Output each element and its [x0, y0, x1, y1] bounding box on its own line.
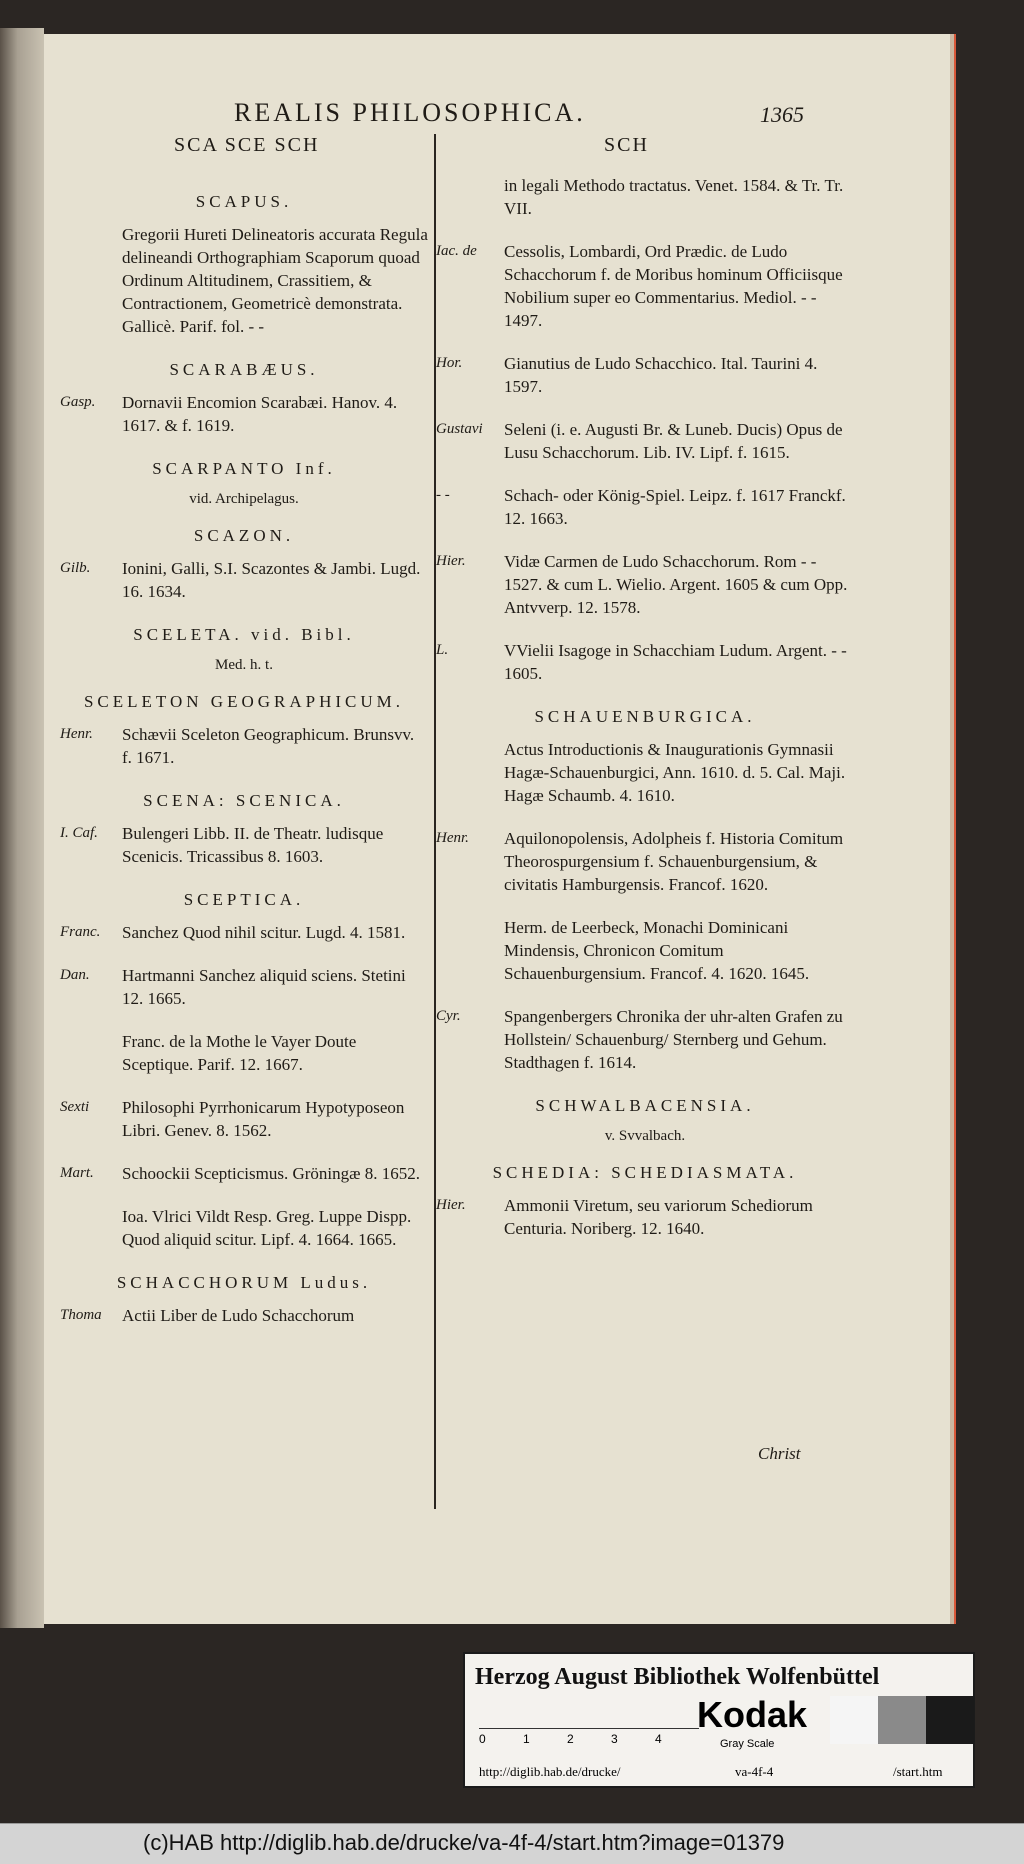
entry-label: Sexti [60, 1099, 90, 1115]
entry-label: Iac. de [436, 243, 477, 259]
footer-bar [0, 1823, 1024, 1864]
page-number: 1365 [760, 102, 804, 127]
running-title: REALIS PHILOSOPHICA. [234, 98, 586, 127]
color-target-card [463, 1652, 975, 1788]
ruler-tick: 4 [655, 1732, 662, 1746]
left-column [60, 174, 428, 1347]
section-heading: SCELETA. vid. Bibl. [133, 625, 355, 644]
catalog-entry [60, 1096, 428, 1142]
entry-label: Franc. [60, 924, 101, 940]
entry-label: Cyr. [436, 1008, 461, 1024]
section-heading: SCENA: SCENICA. [143, 791, 345, 810]
entry-label [436, 916, 504, 985]
entry-text: Actus Introductionis & Inaugurationis Gymnasii Hagæ-Schauenburgici, Ann. 1610. d. 5. Cal. Maji. Hagæ Schaumb. 4. 1610. [504, 740, 846, 805]
adjacent-page-edge [0, 28, 44, 1628]
catalog-entry [436, 1194, 854, 1240]
entry-text: Cessolis, Lombardi, Ord Prædic. de Ludo Schacchorum f. de Moribus hominum Officiisque Nobilium super eo Commentarius. Mediol. - - 1497. [504, 242, 843, 330]
entry-label: Hor. [436, 355, 463, 371]
entry-label [60, 1205, 122, 1251]
ruler-ticks [479, 1732, 699, 1746]
entry-text: in legali Methodo tractatus. Venet. 1584. & Tr. Tr. VII. [504, 176, 844, 218]
left-column-head: SCA SCE SCH [174, 134, 320, 156]
catalog-entry [436, 550, 854, 619]
ruler-tick: 1 [523, 1732, 530, 1746]
catalog-entry [436, 916, 854, 985]
entry-label: Henr. [60, 726, 93, 742]
entry-text: Bulengeri Libb. II. de Theatr. ludisque Scenicis. Tricassibus 8. 1603. [122, 824, 384, 866]
entry-text: Aquilonopolensis, Adolpheis f. Historia Comitum Theorospurgensium f. Schauenburgensium, & civitatis Hamburgensis. Francof. 1620. [504, 829, 844, 894]
entry-text: Gianutius de Ludo Schacchico. Ital. Taurini 4. 1597. [504, 354, 818, 396]
right-column [436, 174, 854, 1260]
entry-label [60, 223, 122, 338]
entry-text: Actii Liber de Ludo Schacchorum [122, 1306, 355, 1325]
catalog-entry [436, 174, 854, 220]
gray-scale-label: Gray Scale [720, 1738, 775, 1750]
section-subheading: vid. Archipelagus. [189, 491, 299, 507]
entry-label: Gilb. [60, 560, 91, 576]
catalog-entry [436, 827, 854, 896]
section-heading: SCAZON. [193, 526, 295, 545]
entry-text: Schoockii Scepticismus. Gröningæ 8. 1652. [122, 1164, 420, 1183]
entry-label: - - [436, 487, 450, 503]
gray-patch [926, 1696, 974, 1744]
entry-label [60, 1030, 122, 1076]
catalog-entry [60, 1304, 428, 1327]
entry-text: VVielii Isagoge in Schacchiam Ludum. Argent. - - 1605. [504, 641, 847, 683]
entry-text: Sanchez Quod nihil scitur. Lugd. 4. 1581. [122, 923, 406, 942]
entry-text: Ammonii Viretum, seu variorum Schediorum Centuria. Noriberg. 12. 1640. [504, 1196, 813, 1238]
entry-text: Ioa. Vlrici Vildt Resp. Greg. Luppe Dispp. Quod aliquid scitur. Lipf. 4. 1664. 1665. [122, 1207, 412, 1249]
kodak-logo: Kodak [697, 1694, 808, 1735]
entry-label: Gustavi [436, 421, 483, 437]
gray-patch [830, 1696, 878, 1744]
section-heading: SCARABÆUS. [169, 360, 319, 379]
catalog-entry [60, 822, 428, 868]
entry-text: Ionini, Galli, S.I. Scazontes & Jambi. Lugd. 16. 1634. [122, 559, 421, 601]
section-heading: SCAPUS. [195, 192, 293, 211]
entry-text: Dornavii Encomion Scarabæi. Hanov. 4. 1617. & f. 1619. [122, 393, 398, 435]
catalog-entry [60, 391, 428, 437]
ruler-tick: 3 [611, 1732, 618, 1746]
entry-label [436, 738, 504, 807]
entry-text: Seleni (i. e. Augusti Br. & Luneb. Ducis) Opus de Lusu Schacchorum. Lib. IV. Lipf. f. 1615. [504, 420, 843, 462]
target-start: /start.htm [893, 1764, 943, 1779]
target-url: http://diglib.hab.de/drucke/ [479, 1764, 621, 1779]
section-heading: SCEPTICA. [183, 890, 305, 909]
entry-text: Gregorii Hureti Delineatoris accurata Regula delineandi Orthographiam Scaporum quoad Ordinum Altitudinem, Crassitiem, & Contractionem, Geometricè demonstrata. Gallicè. Parif. fol. - - [122, 225, 428, 336]
catalog-entry [60, 964, 428, 1010]
right-column-head: SCH [604, 134, 649, 156]
section-subheading: v. Svvalbach. [604, 1128, 686, 1144]
entry-label: Thoma [60, 1307, 102, 1323]
catalog-entry [60, 223, 428, 338]
catalog-entry [436, 240, 854, 332]
entry-text: Vidæ Carmen de Ludo Schacchorum. Rom - - 1527. & cum L. Wielio. Argent. 1605 & cum Opp. Antvverp. 12. 1578. [504, 552, 848, 617]
gray-patch [878, 1696, 926, 1744]
catalog-entry [60, 1030, 428, 1076]
catalog-entry [60, 1162, 428, 1185]
catchword: Christ [758, 1444, 801, 1463]
section-heading: SCHAUENBURGICA. [534, 707, 756, 726]
catalog-entry [436, 639, 854, 685]
entry-label: I. Caf. [60, 825, 98, 841]
entry-text: Schach- oder König-Spiel. Leipz. f. 1617 Franckf. 12. 1663. [504, 486, 846, 528]
section-heading: SCHEDIA: SCHEDIASMATA. [492, 1163, 798, 1182]
entry-text: Spangenbergers Chronika der uhr-alten Grafen zu Hollstein/ Schauenburg/ Sternberg und Gehum. Stadthagen f. 1614. [504, 1007, 843, 1072]
ruler-tick: 2 [567, 1732, 574, 1746]
catalog-entry [436, 418, 854, 464]
entry-text: Herm. de Leerbeck, Monachi Dominicani Mindensis, Chronicon Comitum Schauenburgensium. Francof. 4. 1620. 1645. [504, 918, 810, 983]
catalog-entry [436, 1005, 854, 1074]
book-page [44, 34, 950, 1624]
entry-text: Franc. de la Mothe le Vayer Doute Sceptique. Parif. 12. 1667. [122, 1032, 357, 1074]
section-heading: SCELETON GEOGRAPHICUM. [83, 692, 405, 711]
ruler-tick: 0 [479, 1732, 486, 1746]
entry-label: Gasp. [60, 394, 96, 410]
library-name: Herzog August Bibliothek Wolfenbüttel [475, 1664, 880, 1690]
entry-label: L. [436, 642, 449, 658]
ruler [479, 1706, 699, 1729]
section-heading: SCHWALBACENSIA. [535, 1096, 755, 1115]
catalog-entry [436, 484, 854, 530]
entry-text: Hartmanni Sanchez aliquid sciens. Stetini 12. 1665. [122, 966, 406, 1008]
catalog-entry [60, 1205, 428, 1251]
entry-label: Henr. [436, 830, 469, 846]
target-code: va-4f-4 [735, 1764, 774, 1779]
entry-text: Philosophi Pyrrhonicarum Hypotyposeon Libri. Genev. 8. 1562. [122, 1098, 405, 1140]
entry-label: Hier. [436, 553, 466, 569]
entry-label: Dan. [60, 967, 90, 983]
entry-label [436, 174, 504, 220]
entry-label: Hier. [436, 1197, 466, 1213]
section-subheading: Med. h. t. [215, 657, 273, 673]
gray-patches [830, 1696, 974, 1744]
footer-link[interactable]: (c)HAB http://diglib.hab.de/drucke/va-4f-4/start.htm?image=01379 [143, 1830, 785, 1855]
catalog-entry [436, 352, 854, 398]
catalog-entry [60, 723, 428, 769]
catalog-entry [60, 557, 428, 603]
section-heading: SCARPANTO Inf. [152, 459, 336, 478]
page-header [44, 98, 950, 138]
entry-text: Schævii Sceleton Geographicum. Brunsvv. f. 1671. [122, 725, 415, 767]
entry-label: Mart. [60, 1165, 94, 1181]
section-heading: SCHACCHORUM Ludus. [116, 1273, 372, 1292]
catalog-entry [60, 921, 428, 944]
catalog-entry [436, 738, 854, 807]
